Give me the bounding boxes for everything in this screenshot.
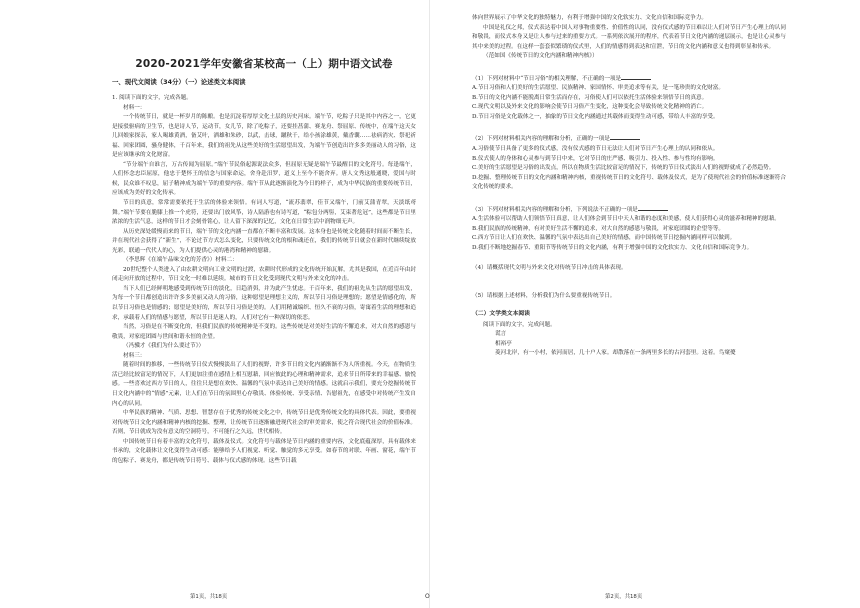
paragraph: 从历史深处缓慢而来的节日，端午节的文化内涵一直都在不断丰富和发展。这本身也是传统文化随着时间而不断生长，并在现代社会获得了“新生”，不论过节方式怎么变化，只要传统文化的根和魂还在，我们的传统节日就会在新时代继续绽放光彩，联通一代代人的心，为人们提供心灵的港湾和精神的慰藉。	[112, 228, 416, 254]
exam-title: 2020-2021学年安徽省某校高一（上）期中语文试卷	[135, 58, 393, 70]
paragraph: “节分端午自谁言，万古传闻为屈原。”端午节民俗起源说法众多，但屈原无疑是端午节最醒目的文化符号。每逢端午，人们怀念忠臣屈原，他忠于楚怀王的信念与国家命运，舍身赴汨罗，道义上至今不能舍弃。唐人文秀这般通晓，爱国与时候，民众谁不叹息，屈子精神成为端午节的重要内容。端午节从此逐渐演化为今日的样子，成为中华民族的重要传统节日，应该成为美好的文化传承。	[112, 161, 416, 197]
paragraph: 中华民族的精神、气质、思想、智慧存在于优秀的传统文化之中，传统节日是优秀传统文化的具体代表。因此，要重视对传统节日文化内涵和精神内核的挖掘、整理，让传统节日逐渐融进现代社会的审美需求，使之符合现代社会的价值标准。否则，节日就成为没有意义的空洞符号，不可能行之久远，世代相传。	[112, 410, 416, 436]
option-d: D.我们不断地挖掘春节、重阳节等传统节日的文化内涵，有利于增强中国的文化软实力、文化自信和国际竞争力。	[472, 244, 753, 251]
right-column	[472, 14, 786, 582]
question-1-heading: 1. 阅读下面的文字，完成各题。	[112, 95, 192, 101]
paragraph: 中国是礼仪之邦，仪式表达着中国人对事物重要性、价值性的认同，没有仪式感的节日难以让人们对节日产生心理上的认同和敬畏，而仪式本身又是让人参与过来的重要方式。一系列依次展开的程序，代表着节日文化内涵的递层展示，也是让心灵参与其中来美的过程。在这样一套套似繁琐的仪式里，人们的情感得到表达和宣泄，节日的文化内涵和意义也得到彰显和传承。	[472, 24, 786, 50]
paragraph: 20世纪整个人类进入了由农耕文明向工业文明的过渡，农耕时代形成的文化传统开始瓦解，尤其是我国，在近百年由封闭走向开放的过程中，节日文化一时难以延续。城市的节日文化受到现代文明与外来文化的冲击。	[112, 266, 416, 283]
question-1-3: （3）下列对材料相关内容的理解和分析，下列说法不正确的一项是	[472, 204, 786, 216]
paragraph: 当下人们已经鲜明地感受到传统节日的淡化，日趋消弭，并为此产生忧虑。千百年来，我们的祖先从生活的愿望出发，为每一个节日都创造出许许多多美丽又动人的习俗，这种愿望是理想主义的，所以节日习俗是理想的；愿望是情感化的，所以节日习俗也是情感的；愿望是美好的，所以节日习俗是美的。人们用精诚编织、恒久不衰的习俗，寄寓着生活的理想和追求，承载着人们的情感与愿望，所以节日是迷人的，人们对它有一种深切的依恋。	[112, 285, 416, 321]
source-line: （范如国《传统节日的文化内涵和精神内核》）	[483, 53, 598, 60]
question-1-4: （4）请概括现代文明与外来文化对传统节日冲击的具体表现。	[472, 265, 627, 272]
material-3-label: 材料三：	[123, 352, 146, 359]
section-heading-2: （二）文学类文本阅读	[472, 310, 530, 317]
option-b: B.仪式使人的身体和心灵参与到节日中来，它对节日的庄严感、吸引力、投入性、参与性均有影响。	[472, 155, 719, 162]
option-b: B.我们民族的传统精神，有对美好生活不懈的追求，对大自然的感恩与敬畏，对家庭团圆的企望等等。	[472, 225, 725, 232]
option-c: C.美好的生活愿望是习俗的出发点，所以在物质生活比较富足的情况下，传统的节日仪式淡出人们的视野就成了必然趋势。	[472, 165, 775, 172]
option-a: A.生活体验可以帮助人们领悟节日真意，让人们体会到节日中天人和谐的态度和美感，使人们获得心灵的滋养和精神的慰藉。	[472, 216, 780, 223]
answer-blank[interactable]	[621, 73, 651, 80]
section-heading-1: 一、现代文阅读（34分）（一）论述类文本阅读	[112, 78, 246, 86]
option-a: A.节日习俗和人们美好的生活愿望、民族精神、家国情怀、审美追求等有关，是一笔珍贵的文化财富。	[472, 85, 724, 92]
lit-title: 谎言	[495, 331, 507, 338]
option-d: D.挖掘、整理传统节日的文化内涵和精神内核，重视传统节日的文化符号、载体及仪式，是为了使现代社会的价值标准逐渐符合文化传统的要求。	[472, 174, 786, 191]
lit-text: 菱河北岸，有一小村，依河而居，几十户人家。却散落在一条两里多长的古河套里。这着。鸟窠薆	[495, 350, 736, 357]
source-line: （冯骥才《我们为什么要过节》）	[123, 343, 205, 350]
option-b: B.节日的文化内涵不能脱离日常生活而存在，习俗使人们可以依托生活体验来领悟节日的真意。	[472, 94, 708, 101]
fold-mark: O	[425, 593, 430, 600]
page-divider	[429, 0, 430, 608]
answer-blank[interactable]	[610, 133, 640, 140]
answer-blank[interactable]	[638, 204, 668, 211]
source-line: （李思辉《在端午品味文化的芳香》）材料二：	[123, 257, 238, 264]
paragraph: 中国传统节日有着丰富的文化符号，载体及仪式。文化符号与载体是节日内涵的重要内容，文化底蕴深厚，具有载体来书承的，文化载体让文化变得生动可感：能够给予人们视觉、听觉、触觉的多元享受。如春节的对联、年画、窗花，端午节的包粽子、赛龙舟，都是传统节日符号、载体与仪式感的体现。这些节日载	[112, 438, 416, 464]
paragraph: 随着时间的推移，一些传统节日仪式慢慢淡出了人们的视野，许多节日的文化内涵渐渐不为人所重视。今天，在物质生活已经比较富足的情况下，人们更加注重在感情上相互慰藉，回应彼此的心理和精神需求，追求节日所带来的幸福感、愉悦感。一些喜欢过西方节日的人，往往只是想在欢快、温馨的气氛中表达自己美好的情感。这就启示我们，要充分挖掘传统节日文化内涵中的“情感”元素，让人们在节日的氛围里心存敬畏、体验传统、享受亲情、告慰祖先，在感受中对传统产生发自内心的认同。	[112, 362, 416, 407]
question-1-1: （1）下列对材料中“节日习俗”的相关理解，不正确的一项是	[472, 73, 786, 85]
page-number-right: 第2页，共18页	[605, 594, 643, 600]
paragraph: 体向世界展示了中华文化的独特魅力，有利于增强中国的文化软实力、文化自信和国际竞争力。	[472, 15, 707, 21]
paragraph: 当然，习俗是在不断变化的，但我们民族的传统精神是不变的。这些传统是对美好生活的不懈追求，对大自然的感恩与敬畏，对家庭团圆与世间和谐永恒的企望。	[112, 324, 416, 340]
left-column	[112, 14, 416, 582]
page-number-left: 第1页，共18页	[190, 594, 228, 600]
option-a: A.习俗使节日具备了更多的仪式感，没有仪式感的节日无法让人们对节日产生心理上的认同和依从。	[472, 146, 719, 153]
option-c: C.现代文明以及外来文化的影响会使节日习俗产生变化，这种变化会导致传统文化精神的消亡。	[472, 104, 708, 111]
paragraph: 节日的真意，常常需要依托于生活的体验来领悟。有词人写道，“流苏翡翠，佳节又端午，门前艾蒲青翠，天淡纸鸢舞。”端午节要在脆膝上推一个虎符，还要出门放风筝，诗人陆游也有诗写道，“粽包分两髻，艾束著危冠”，这些都是节日里浓浓的生活气息，这样的节日才会刻骨铭心，让人留下深深的记忆，文化在日常生活中润物细无声。	[112, 200, 416, 226]
lit-instruction: 阅读下面的文字，完成问题。	[483, 321, 556, 328]
option-c: C.西方节日让人们在欢快、温馨的气氛中表达出自己美好的情感，而中国传统节日挖掘内涵同样可以做到。	[472, 235, 736, 242]
lit-author: 相裕亭	[495, 340, 512, 347]
material-1-label: 材料一：	[123, 104, 146, 111]
paragraph: 一个传统节日，就是一杯岁月的陈酿。也是沉淀着厚厚文化土层的历史河床。端午节，吃粽子只是其中内容之一，它更是接驳驱病的卫生节，也是诗人节，运动节，女儿节，除了吃粽子，还要挂菖蒲、赛龙舟、祭屈原、传统中，在端午这天女儿回娘家探亲，家人喝雄黄酒，备艾叶，洒雄和朱砂，以武，击球，蹴秋千，给小孩涂雄黄，戴香囊……祛病消灾、祭祀祈福、回家团圆，骚身健体，千百年来，我们的祖先从这些美好的生活愿望出发，为端午节创造出许多多美丽动人的习俗，这是应该继承的文化财富。	[112, 114, 416, 159]
question-1-2: （2）下列对材料相关内容的理解和分析，正确的一项是	[472, 133, 786, 145]
question-1-5: （5）请根据上述材料，分析我们为什么要重视传统节日。	[472, 293, 616, 300]
option-d: D.节日习俗是文化载体之一，抽象的节日文化内涵通过其载体而变得生动可感，带给人丰富的享受。	[472, 113, 719, 120]
